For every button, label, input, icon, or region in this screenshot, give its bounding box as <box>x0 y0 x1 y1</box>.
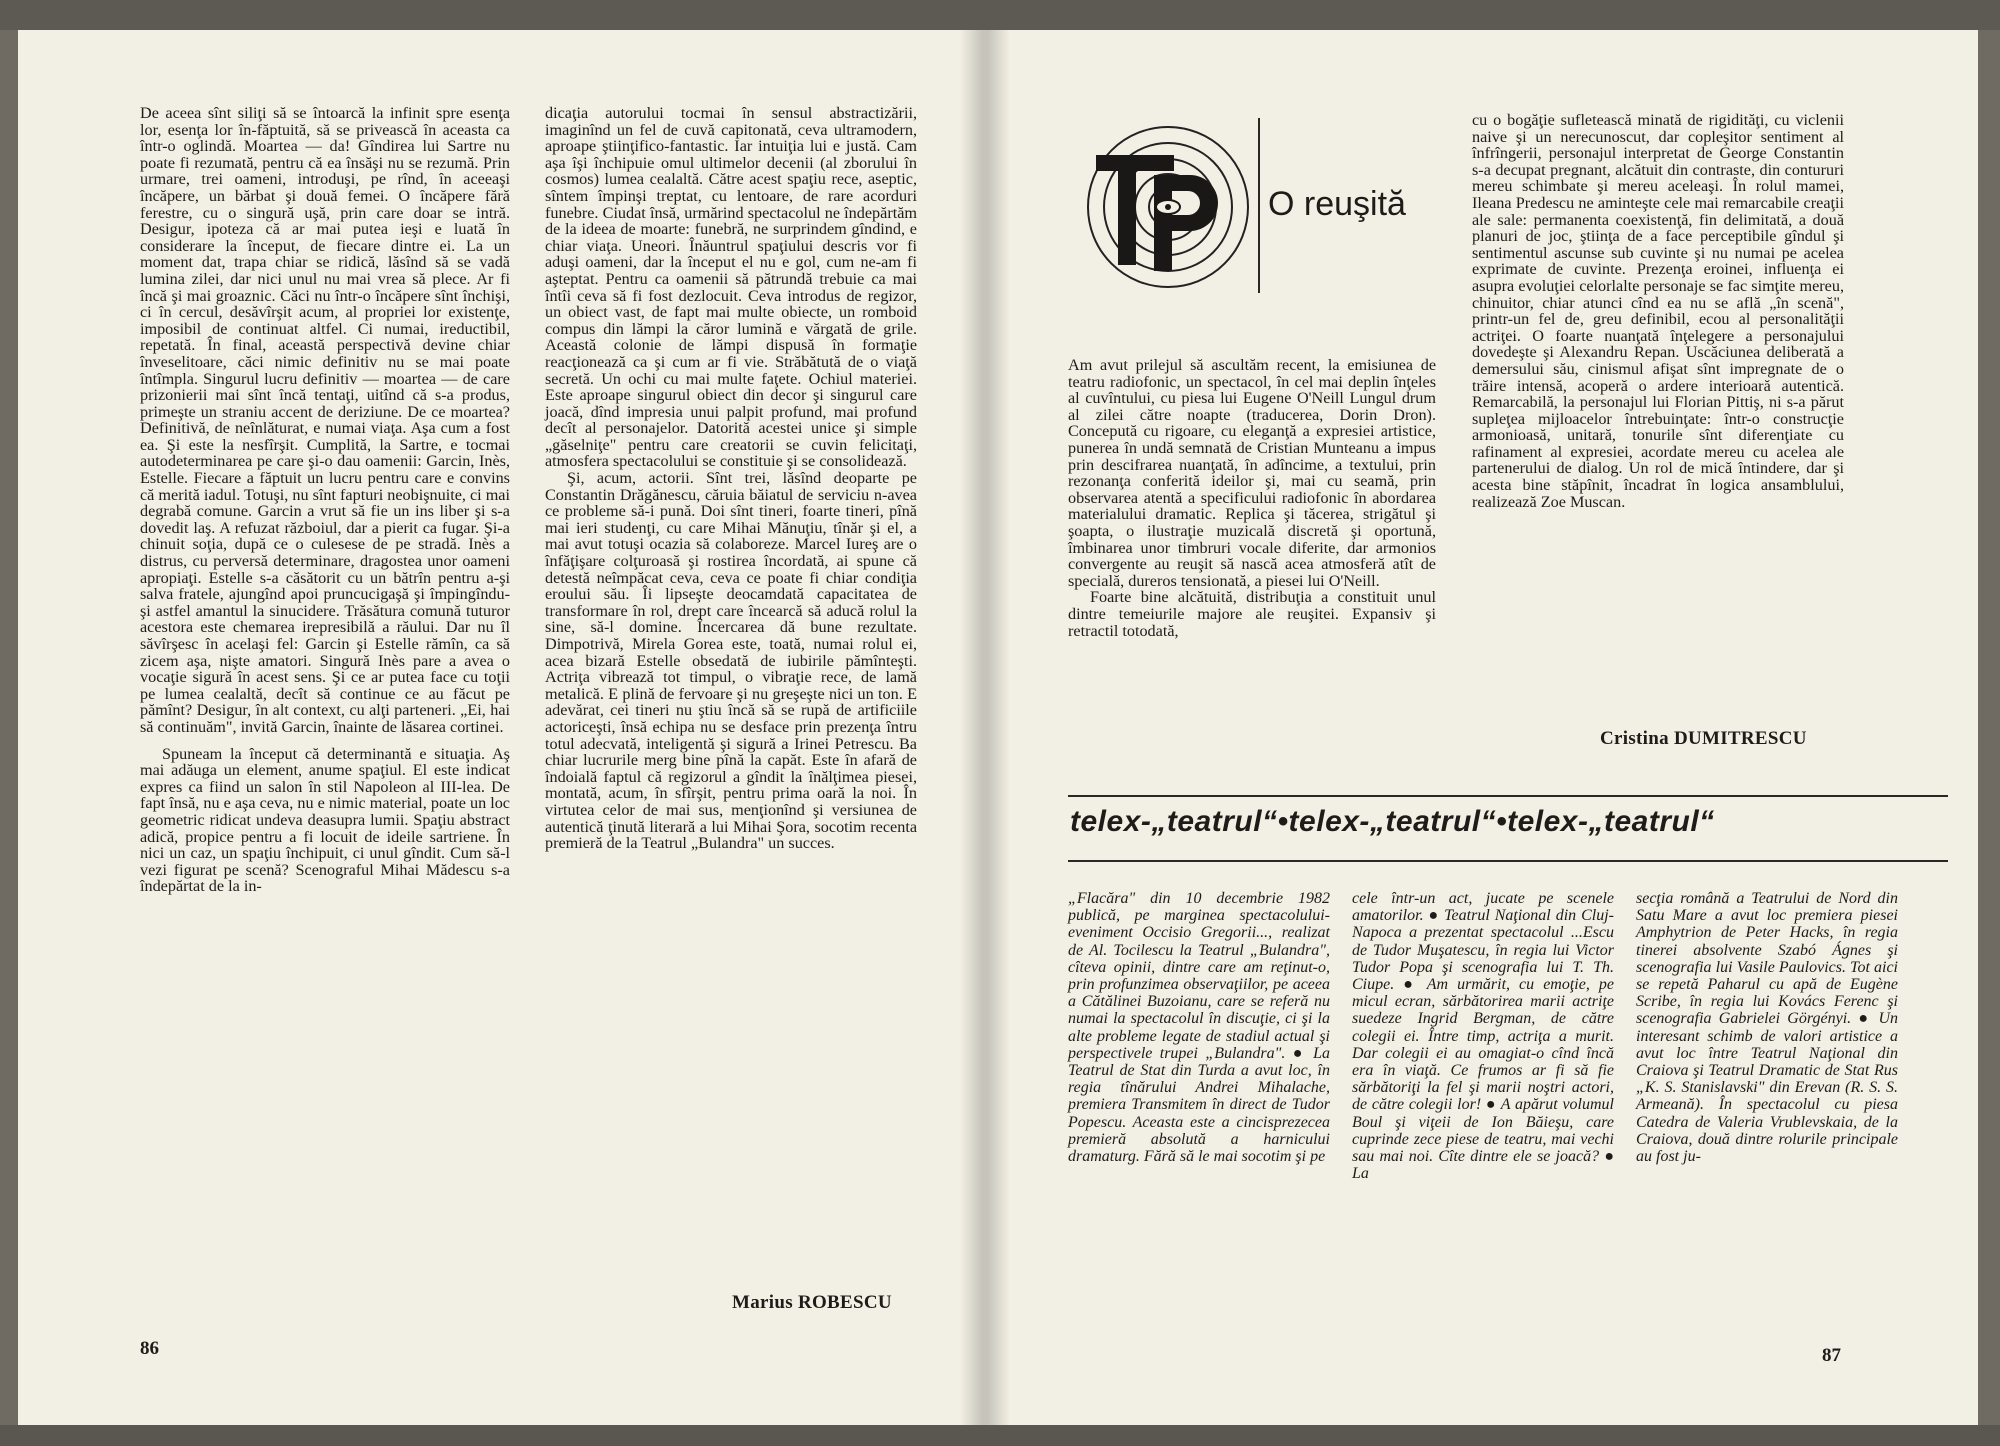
title-divider <box>1258 118 1260 293</box>
section-rule-bottom <box>1068 860 1948 862</box>
telex-banner: telex-„teatrul“•telex-„teatrul“•telex-„teatrul“ <box>1070 805 1715 838</box>
right-column-2 <box>1472 112 1844 510</box>
telex-column-2: cele într-un act, jucate pe scenele amatorilor. ● Teatrul Naţional din Cluj-Napoca a prezentat spectacolul ...Escu de Tudor Muşatescu, în regia lui Victor Tudor Popa şi scenografia lui T. Th. Ciupe. ● Am urmărit, cu emoţie, pe micul ecran, sărbătorirea marii actriţe suedeze Ingrid Bergman, de către colegii ei. Între timp, actriţa a murit. Dar colegii ei au omagiat-o cînd încă era în viaţă. Ce frumos ar fi să fie sărbătoriţi la fel şi marii noştri actori, de către colegii lor! ● A apărut volumul Boul şi viţeii de Ion Băieşu, care cuprinde zece piese de teatru, mai vechi sau mai noi. Cîte dintre ele se joacă? ● La <box>1352 890 1614 1183</box>
telex-column-3: secţia română a Teatrului de Nord din Satu Mare a avut loc premiera piesei Amphytrion de Peter Hacks, în regia tinerei absolvente Szabó Ágnes şi scenografia lui Vasile Paulovics. Tot aici se repetă Paharul cu apă de Eugène Scribe, în regia lui Kovács Ferenc şi scenografia Gabrielei Görgényi. ● Un interesant schimb de valori artistice a avut loc între Teatrul Naţional din Craiova şi Teatrul Dramatic de Stat Rus „K. S. Stanislavski" din Erevan (R. S. S. Armeană). În spectacolul cu piesa Catedra de Valeria Vrublevskaia, de la Craiova, două dintre rolurile principale au fost ju- <box>1636 890 1898 1166</box>
paragraph: Foarte bine alcătuită, distribuţia a constituit unul dintre temeiurile majore ale reuşitei. Expansiv şi retractil totodată, <box>1068 588 1436 640</box>
left-column-1 <box>140 105 510 895</box>
left-column-2 <box>545 105 917 852</box>
paragraph: Spuneam la început că determinantă e situaţia. Aş mai adăuga un element, anume spaţiul. El este indicat expres ca fiind un salon în stil Napoleon al III-lea. De fapt însă, nu e aşa ceva, nu e nimic material, poate un loc geometric ridicat undeva deasupra lumii. Spaţiu abstract adică, propice pentru a fi locuit de ideile sartriene. În nici un caz, un spaţiu închipuit, ci unul gîndit. Cum să-l vezi figurat pe scenă? Scenograful Mihai Mădescu s-a îndepărtat de la in- <box>140 744 510 896</box>
page-number: 87 <box>1822 1345 1841 1366</box>
theatre-logo-icon <box>1068 115 1258 295</box>
author-signature: Cristina DUMITRESCU <box>1600 728 1807 749</box>
paragraph: Şi, acum, actorii. Sînt trei, lăsînd deoparte pe Constantin Drăgănescu, căruia băiatul de serviciu n-avea ce probleme să-i pună. Doi sînt tineri, foarte tineri, pînă mai ieri studenţi, cu care Mihai Mănuţiu, tînăr şi el, a mai avut totuşi ocazia să colaboreze. Marcel Iureş are o înfăţişare colţuroasă şi rostirea încordată, ai spune că detestă neîmpăcat ceva, ceva ce poate fi chiar condiţia eroului său. Îi lipseşte deocamdată capacitatea de transformare în rol, drept care încearcă să aducă rolul la sine, să-l domine. Încercarea dă bune rezultate. Dimpotrivă, Mirela Gorea este, toată, numai rolul ei, acea bizară Estelle obsedată de iubirile pămînteşti. Actriţa vibrează tot timpul, o vibraţie rece, de lamă metalică. E plină de fervoare şi nu greşeşte nici un ton. E adevărat, cei tineri nu ştiu încă să se rupă de artificiile actoriceşti, însă echipa nu se desface prin prezenţa întru totul adecvată, inteligentă şi sigură a Irinei Petrescu. Ba chiar lucrurile merg bine pînă la capăt. Este în afară de îndoială faptul că regizorul a gîndit la înălţimea piesei, montată, acum, în sfîrşit, pentru prima oară la noi. În virtutea celor de mai sus, menţionînd şi versiunea de autentică ţinută literară a lui Mihai Şora, socotim recenta premieră de la Teatrul „Bulandra" un succes. <box>545 469 917 853</box>
page-number: 86 <box>140 1338 159 1359</box>
binding-edge-top <box>0 0 2000 30</box>
paragraph: dicaţia autorului tocmai în sensul abstractizării, imaginînd un fel de cuvă capitonată, ceva ultramodern, aproape ştiinţifico-fantastic. Iar intuiţia lui e justă. Cam aşa îşi închipuie omul ultimelor decenii (al zborului în cosmos) lumea cealaltă. Către acest spaţiu rece, aseptic, sîntem împinşi treptat, cu lentoare, de rare acorduri funebre. Ciudat însă, urmărind spectacolul ne îndepărtăm de la ideea de moarte: funebră, ne surprindem gîndind, e chiar viaţa. Uneori. Înăuntrul spaţiului descris vor fi aduşi oameni, dar la început el nu e gol, cum ne-am fi aşteptat. Pentru ca oamenii să pătrundă trebuie ca mai întîi ceva să fi fost dezlocuit. Ceva introdus de regizor, un obiect vast, de fapt mai multe obiecte, un romboid compus din lămpi la căror lumină e vărgată de grile. Această colonie de lămpi dispusă în formaţie reacţionează ca şi cum ar fi vie. Străbătută de o viaţă secretă. Un ochi cu mai multe faţete. Ochiul materiei. Este aproape singurul obiect din decor şi singurul care joacă, dînd impresia unui palpit profund, mai profund decît al personajelor. Datorită acestei unice şi simple „găselniţe" pentru care creatorii se cuvin felicitaţi, atmosfera spectacolului se constituie şi se consolidează. <box>545 104 917 471</box>
page-gutter <box>960 30 1010 1425</box>
section-rule-top <box>1068 795 1948 797</box>
paragraph: De aceea sînt siliţi să se întoarcă la infinit spre esenţa lor, esenţa lor în-făptuită, să se privească în aceasta ca într-o oglindă. Moartea — da! Gîndirea lui Sartre nu poate fi rezumată, pentru că ea însăşi nu se rezumă. Prin urmare, trei oameni, introduşi, pe rînd, în aceeaşi încăpere, un bărbat şi două femei. O încăpere fără ferestre, cu o singură uşă, prin care doar se intră. Desigur, ipoteza că ar mai putea ieşi e luată în considerare la început, de fiecare dintre ei. La un moment dat, trapa chiar se ridică, lăsînd să se vadă lumina zilei, dar nici unul nu mai vrea să plece. Ar fi încă şi mai groaznic. Căci nu într-o încăpere sînt închişi, ci în cercul, desăvîrşit acum, al propriei lor existenţe, imposibil de continuat altfel. Ci numai, ireductibil, repetată. În final, această perspectivă devine chiar înveselitoare, căci nimic definitiv nu se mai poate întîmpla. Singurul lucru definitiv — moartea — de care prizonierii mai sînt încă tentaţi, uitînd că s-a produs, primeşte un straniu accent de deriziune. De ce moartea? Definitivă, de neînlăturat, e numai viaţa. Aşa cum a fost ea. Şi este la nesfîrşit. Cumplită, la Sartre, e tocmai autodeterminarea pe care şi-o dau oamenii: Garcin, Inès, Estelle. Fiecare a făptuit un lucru pentru care e convins că merită iadul. Totuşi, nu sînt fapturi neobişnuite, ci mai degrabă comune. Garcin a vrut să fie un ins liber şi s-a dovedit laş. A refuzat războiul, dar a pierit ca fugar. Şi-a chinuit soţia, după ce o culesese de pe stradă. Inès a distrus, cu perversă determinare, dragostea unor oameni apropiaţi. Estelle s-a căsătorit cu un bătrîn pentru a-şi salva fratele, ajungînd apoi pruncucigaşă şi împingîndu-şi astfel amantul la sinucidere. Trăsătura comună tuturor acestora este chemarea irepresibilă a răului. Dar nu îl săvîrşesc în acelaşi fel: Garcin şi Estelle rămîn, ca să zicem aşa, nişte amatori. Singură Inès pare a avea o vocaţie sigură în acest sens. Şi ce ar putea face cu toţii pe lumea cealaltă, decît să continue ce au făcut pe pămînt? Desigur, în alt context, cu alţi parteneri. „Ei, hai să continuăm", invită Garcin, înainte de lăsarea cortinei. <box>140 104 510 736</box>
binding-edge-bottom <box>0 1425 2000 1446</box>
paragraph: cu o bogăţie sufletească minată de rigidităţi, cu viclenii naive şi un nerecunoscut, dar copleşitor sentiment al înfrîngerii, personajul interpretat de George Constantin s-a decupat pregnant, alcătuit din contraste, din contururi mereu schimbate şi mereu aceleaşi. În rolul mamei, Ileana Predescu ne aminteşte cele mai remarcabile creaţii ale sale: permanenta coexistenţă, fin delimitată, a două planuri de joc, ştiinţa de a face perceptibile gîndul şi sentimentul ascunse sub cuvinte şi nu numai pe acelea exprimate de cuvinte. Prezenţa eroinei, influenţa ei asupra evoluţiei celorlalte personaje se fac simţite mereu, chinuitor, chiar atunci cînd ea nu se află „în scenă", printr-un fel de, greu definibil, ecou al personalităţii actriţei. O foarte nuanţată înţelegere a personajului dovedeşte şi Alexandru Repan. Uscăciunea deliberată a demersului său, cinismul afişat sînt impregnate de o trăire intensă, acoperă o ardere interioară autentică. Remarcabilă, la personajul lui Florian Pittiş, ni s-a părut supleţea mijloacelor întrebuinţate: într-o construcţie armonioasă, unitară, tonurile sînt diferenţiate cu rafinament al expresiei, acordate mereu cu acelea ale partenerului de dialog. Un rol de mică întindere, dar şi acesta bine stăpînit, încadrat în logica ansamblului, realizează Zoe Muscan. <box>1472 111 1844 511</box>
right-column-1 <box>1068 357 1436 639</box>
author-signature: Marius ROBESCU <box>732 1292 892 1313</box>
telex-column-1: „Flacăra" din 10 decembrie 1982 publică, pe marginea spectacolului-eveniment Occisio Gregorii..., realizat de Al. Tocilescu la Teatrul „Bulandra", cîteva opinii, dintre care am reţinut-o, prin profunzimea observaţiilor, pe aceea a Cătălinei Buzoianu, care se referă nu numai la spectacolul în discuţie, ci şi la alte probleme legate de stadiul actual şi perspectivele trupei „Bulandra". ● La Teatrul de Stat din Turda a avut loc, în regia tînărului Andrei Mihalache, premiera Transmitem în direct de Tudor Popescu. Aceasta este a cincisprezecea premieră absolută a harnicului dramaturg. Fără să le mai socotim şi pe <box>1068 890 1330 1166</box>
article-title: O reuşită <box>1268 185 1406 223</box>
paragraph: Am avut prilejul să ascultăm recent, la emisiunea de teatru radiofonic, un spectacol, în cel mai deplin înţeles al cuvîntului, cu piesa lui Eugene O'Neill Lungul drum al zilei către noapte (traducerea, Dorin Dron). Concepută cu rigoare, cu eleganţă a expresiei artistice, punerea în undă semnată de Cristian Munteanu a impus prin descifrarea nuanţată, în adîncime, a textului, prin rezonanţa conferită ideilor şi, mai cu seamă, prin observarea atentă a specificului radiofonic în abordarea materialului dramatic. Replica şi tăcerea, strigătul şi şoapta, o ilustraţie muzicală discretă şi oportună, îmbinarea unor timbruri vocale diferite, dar armonios convergente au reuşit să nască acea atmosferă atît de specială, dureros tensionată, a piesei lui O'Neill. <box>1068 356 1436 590</box>
